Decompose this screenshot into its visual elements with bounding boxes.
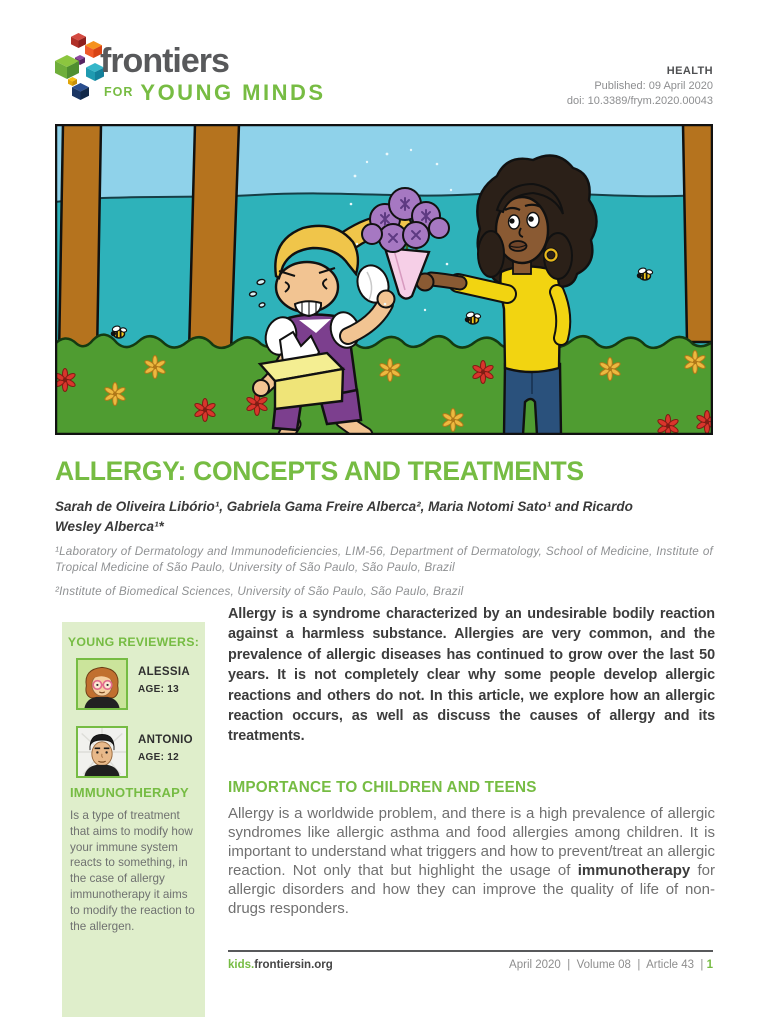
glossary-term-inline: immunotherapy	[577, 862, 691, 879]
reviewer-age: AGE: 12	[138, 752, 180, 763]
reviewer-item	[76, 726, 128, 783]
authors-line: Sarah de Oliveira Libório¹, Gabriela Gama Freire Alberca², Maria Notomi Sato¹ and Ricardo Wesley Alberca¹*	[55, 499, 633, 534]
section-paragraph	[228, 804, 715, 918]
tree-trunk-middle	[189, 124, 239, 352]
footer-divider	[228, 950, 713, 952]
cube-navy	[72, 83, 89, 100]
brand-wordmark: frontiers	[100, 42, 229, 80]
article-illustration	[55, 124, 713, 435]
article-title: ALLERGY: CONCEPTS AND TREATMENTS	[55, 456, 584, 486]
footer-issue-info	[509, 959, 713, 971]
reviewer-name: ANTONIO	[138, 734, 193, 746]
cube-red	[71, 33, 86, 48]
reviewer-info	[138, 734, 193, 763]
reviewer-avatar-antonio	[76, 726, 128, 778]
footer-site-link[interactable]	[228, 959, 333, 971]
young-reviewers-heading: YOUNG REVIEWERS:	[67, 635, 200, 649]
reviewer-info	[138, 666, 190, 695]
cube-yellow	[68, 77, 77, 86]
brand-tagline-young-minds: YOUNG MINDS	[140, 80, 326, 105]
section-text-after: for allergic disorders and how they can improve the quality of life of non-drugs responders.	[228, 862, 715, 917]
doi: doi: 10.3389/frym.2020.00043	[566, 95, 713, 107]
reviewer-item	[76, 658, 128, 715]
grass	[55, 335, 713, 435]
sidebar-panel	[62, 622, 205, 1017]
tree-trunk-left	[59, 124, 101, 356]
footer-issue-text: April 2020 | Volume 08 | Article 43 |	[509, 959, 704, 971]
reviewer-name: ALESSIA	[138, 666, 190, 678]
published-date: Published: 09 April 2020	[594, 80, 713, 92]
brand-tagline-for: FOR	[104, 85, 134, 99]
footer-site-anchor[interactable]	[228, 959, 333, 971]
journal-section-label: HEALTH	[666, 65, 713, 77]
section-text-before: Allergy is a worldwide problem, and there is a high prevalence of allergic syndromes like allergic asthma and food allergies among children. It is important to understand what triggers and how to prevent/treat an allergic reaction. Not only that but highlight the usage of	[228, 805, 715, 879]
section-heading: IMPORTANCE TO CHILDREN AND TEENS	[228, 779, 537, 796]
footer-page-number: 1	[706, 959, 713, 971]
affiliation-1: ¹Laboratory of Dermatology and Immunodeficiencies, LIM-56, Department of Dermatology, School of Medicine, Institute of Tropical Medicine of São Paulo, University of São Paulo, São Paulo, Brazil	[55, 545, 713, 574]
yellow-shirt	[500, 266, 560, 372]
header-meta	[567, 64, 713, 109]
tree-trunk-right	[683, 124, 713, 342]
glossary-definition: Is a type of treatment that aims to modify how your immune system reacts to something, in the case of allergy immunotherapy it aims to modify the reaction to the allergen.	[70, 809, 195, 933]
footer-site-rest: frontiersin.org	[254, 959, 333, 971]
affiliation-2: ²Institute of Biomedical Sciences, University of São Paulo, São Paulo, Brazil	[55, 585, 464, 598]
brand-tagline	[104, 80, 326, 106]
footer-site-prefix: kids.	[228, 959, 255, 971]
reviewer-age: AGE: 13	[138, 684, 180, 695]
reviewer-avatar-alessia	[76, 658, 128, 710]
glossary-term: IMMUNOTHERAPY	[70, 785, 189, 800]
abstract-paragraph: Allergy is a syndrome characterized by an undesirable bodily reaction against a harmless substance. Allergies are very common, and the prevalence of allergic diseases has continued to grow over the last 50 years. It is not completely clear why some people develop allergic reactions and others do not. In this article, we explore how an allergic reaction occurs, as well as discuss the causes of allergy and its treatments.	[228, 606, 715, 745]
